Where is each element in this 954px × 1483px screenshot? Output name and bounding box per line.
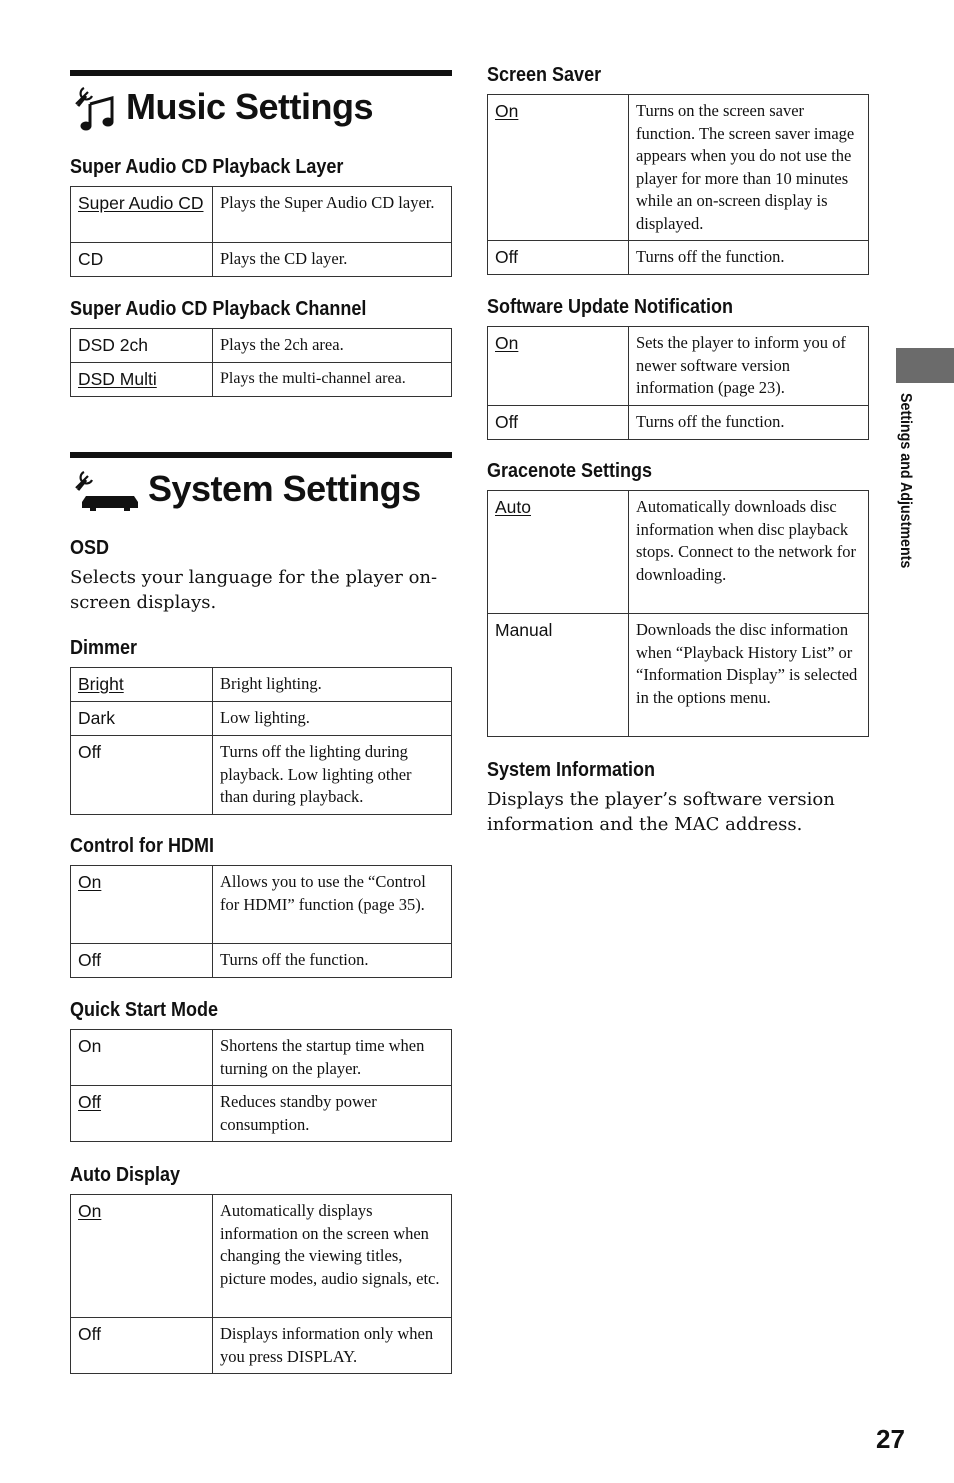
table-row — [71, 1195, 452, 1318]
osd-description: Selects your language for the player on-screen displays. — [70, 567, 438, 613]
option-description: Automatically downloads disc information when disc playback stops. Connect to the network for downloading. — [629, 491, 869, 614]
table-row — [71, 1030, 452, 1086]
sacd-channel-table — [70, 328, 452, 397]
quick-start-table — [70, 1029, 452, 1142]
hdmi-table — [70, 865, 452, 978]
option-description: Reduces standby power consumption. — [213, 1086, 452, 1142]
section-title: System Information — [487, 759, 656, 781]
table-row — [71, 363, 452, 397]
section-title: Quick Start Mode — [70, 999, 219, 1021]
option-label: Off — [488, 241, 629, 275]
software-update-table — [487, 326, 869, 440]
section-title: Gracenote Settings — [487, 460, 653, 482]
option-label: On — [71, 1030, 213, 1086]
option-description: Turns on the screen saver function. The screen saver image appears when you do not use the player for more than 10 minutes while an on-screen display is displayed. — [629, 95, 869, 241]
option-description: Turns off the function. — [629, 405, 869, 439]
option-description: Turns off the function. — [213, 944, 452, 978]
table-row — [71, 187, 452, 243]
option-label: Bright — [78, 674, 124, 694]
option-label: Off — [78, 1092, 102, 1112]
option-label: DSD Multi — [78, 369, 157, 389]
table-row — [71, 736, 452, 815]
option-description: Turns off the lighting during playback. Low lighting other than during playback. — [213, 736, 452, 815]
option-description: Plays the multi-channel area. — [213, 363, 452, 397]
page-title: Music Settings — [126, 86, 374, 127]
option-description: Low lighting. — [213, 702, 452, 736]
option-label: On — [495, 333, 519, 353]
gracenote-table — [487, 490, 869, 737]
screen-saver-table — [487, 94, 869, 275]
section-title: Software Update Notification — [487, 296, 734, 318]
option-label: Off — [71, 736, 213, 815]
page-title: System Settings — [148, 468, 421, 509]
option-label: Off — [488, 405, 629, 439]
option-description: Downloads the disc information when “Playback History List” or “Information Display” is selected in the options menu. — [629, 614, 869, 737]
table-row — [71, 944, 452, 978]
table-row — [488, 491, 869, 614]
option-label: Manual — [488, 614, 629, 737]
option-description: Plays the Super Audio CD layer. — [213, 187, 452, 243]
table-row — [488, 614, 869, 737]
option-label: DSD 2ch — [71, 329, 213, 363]
option-label: Super Audio CD — [78, 193, 204, 213]
music-settings-heading — [70, 70, 452, 136]
option-label: Dark — [71, 702, 213, 736]
table-row — [488, 327, 869, 406]
option-label: Off — [71, 1318, 213, 1374]
music-settings-icon — [72, 82, 120, 132]
option-label: Auto — [495, 497, 531, 517]
section-title: Super Audio CD Playback Layer — [70, 156, 344, 178]
table-row — [71, 1086, 452, 1142]
section-title: Auto Display — [70, 1164, 181, 1186]
table-row — [71, 329, 452, 363]
section-title: Dimmer — [70, 637, 138, 659]
table-row — [71, 702, 452, 736]
option-description: Plays the CD layer. — [213, 243, 452, 277]
option-description: Automatically displays information on the screen when changing the viewing titles, picture modes, audio signals, etc. — [213, 1195, 452, 1318]
section-title: Super Audio CD Playback Channel — [70, 298, 367, 320]
page-number: 27 — [876, 1424, 905, 1454]
table-row — [71, 243, 452, 277]
side-tab-text: Settings and Adjustments — [897, 393, 914, 569]
option-description: Turns off the function. — [629, 241, 869, 275]
dimmer-table — [70, 667, 452, 815]
option-description: Displays information only when you press DISPLAY. — [213, 1318, 452, 1374]
table-row — [488, 95, 869, 241]
option-label: On — [78, 872, 102, 892]
section-tab-marker — [896, 348, 954, 383]
option-label: On — [495, 101, 519, 121]
table-row — [488, 241, 869, 275]
option-description: Bright lighting. — [213, 668, 452, 702]
option-description: Plays the 2ch area. — [213, 329, 452, 363]
side-tab-label — [896, 393, 926, 603]
system-settings-heading — [70, 452, 452, 518]
option-description: Sets the player to inform you of newer software version information (page 23). — [629, 327, 869, 406]
system-settings-icon — [72, 466, 144, 516]
option-label: On — [78, 1201, 102, 1221]
section-title: Screen Saver — [487, 64, 602, 86]
system-info-description: Displays the player’s software version information and the MAC address. — [487, 789, 835, 835]
option-description: Allows you to use the “Control for HDMI” function (page 35). — [213, 866, 452, 944]
option-description: Shortens the startup time when turning on the player. — [213, 1030, 452, 1086]
table-row — [71, 668, 452, 702]
table-row — [488, 405, 869, 439]
sacd-layer-table — [70, 186, 452, 277]
section-title: OSD — [70, 537, 110, 559]
option-label: Off — [71, 944, 213, 978]
section-title: Control for HDMI — [70, 835, 214, 857]
auto-display-table — [70, 1194, 452, 1374]
option-label: CD — [71, 243, 213, 277]
table-row — [71, 866, 452, 944]
table-row — [71, 1318, 452, 1374]
